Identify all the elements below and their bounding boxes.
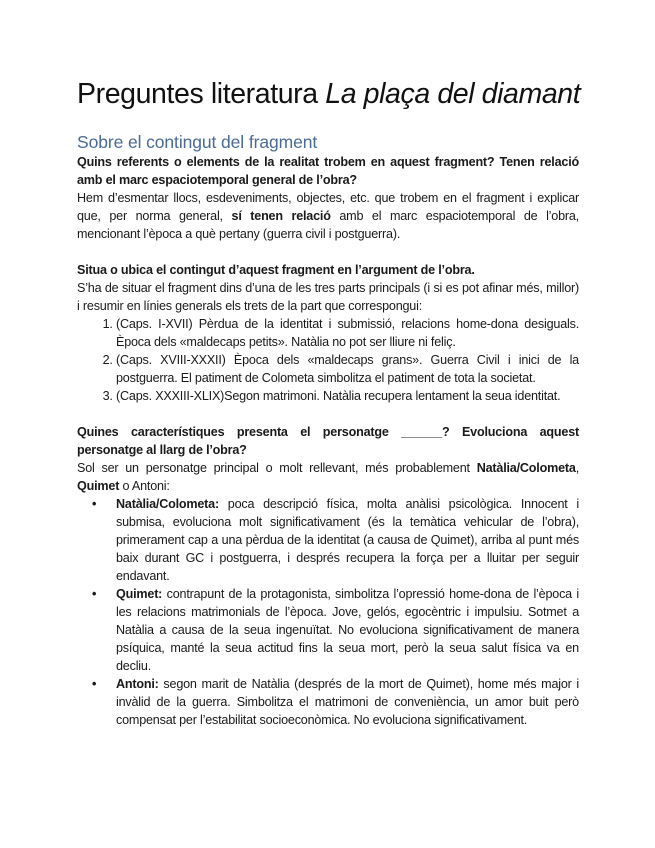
question-3: Quines característiques presenta el personatge ______? Evoluciona aquest personatge al llarg de l’obra? [77, 425, 579, 457]
document-page [77, 76, 579, 729]
list-item: 3. (Caps. XXXIII-XLIX)Segon matrimoni. Natàlia recupera lentament la seua identitat. [116, 387, 579, 405]
character-name: Antoni: [116, 677, 159, 691]
bullet-icon: • [92, 497, 97, 511]
title-italic: La plaça del diamant [325, 78, 581, 110]
list-item [92, 495, 579, 585]
section-heading: Sobre el contingut del fragment [77, 132, 318, 152]
parts-list [77, 315, 579, 405]
character-name: Natàlia/Colometa: [116, 497, 219, 511]
list-item: 1. (Caps. I-XVII) Pèrdua de la identitat i submissió, relacions home-dona desiguals. Època dels «maldecaps petits». Natàlia no pot ser lliure ni feliç. [116, 315, 579, 351]
answer-1-emphasis: sí tenen relació [231, 209, 331, 223]
answer-3: Sol ser un personatge principal o molt rellevant, més probablement Natàlia/Colometa, Quimet o Antoni: [77, 461, 579, 493]
answer-3-emphasis-2: Quimet [77, 479, 120, 493]
bullet-icon: • [92, 587, 97, 601]
list-item [92, 585, 579, 675]
answer-3-emphasis-1: Natàlia/Colometa [476, 461, 576, 475]
question-2: Situa o ubica el contingut d’aquest fragment en l’argument de l’obra. [77, 263, 475, 277]
answer-1: Hem d’esmentar llocs, esdeveniments, objectes, etc. que trobem en el fragment i explicar que, per norma general, sí tenen relació amb el marc espaciotemporal de l’obra, mencionant l’època a què pertany (guerra civil i postguerra). [77, 191, 579, 241]
characters-list [77, 495, 579, 729]
spacer [77, 405, 579, 423]
page-title [77, 76, 579, 112]
character-name: Quimet: [116, 587, 163, 601]
character-description: contrapunt de la protagonista, simbolitza l’opressió home-dona de l’època i les relacions matrimonials de l’època. Jove, gelós, egocèntric i impulsiu. Sotmet a Natàlia a causa de la seua ingenuïtat. No evoluciona significativament de manera psíquica, manté la seua actitud fins la seua mort, però la seua salut física va en decliu. [116, 587, 579, 673]
character-description: segon marit de Natàlia (després de la mort de Quimet), home més major i invàlid de la guerra. Simbolitza el matrimoni de conveniència, un amor buit però compensat per l’estabilitat socioeconòmica. No evoluciona significativament. [116, 677, 579, 727]
character-description: poca descripció física, molta anàlisi psicològica. Innocent i submisa, evoluciona molt significativament (és la temàtica vehicular de l’obra), primerament cap a una pèrdua de la identitat (a causa de Quimet), arriba al punt més baix durant GC i postguerra, i després recupera la força per a lluitar per seguir endavant. [116, 497, 579, 583]
bullet-icon: • [92, 677, 97, 691]
question-1: Quins referents o elements de la realitat trobem en aquest fragment? Tenen relació amb el marc espaciotemporal general de l’obra? [77, 155, 579, 187]
spacer [77, 243, 579, 261]
title-main: Preguntes literatura [77, 78, 326, 110]
answer-2: S’ha de situar el fragment dins d’una de les tres parts principals (i si es pot afinar més, millor) i resumir en línies generals els trets de la part que correspongui: [77, 281, 579, 313]
list-item [92, 675, 579, 729]
list-item: 2. (Caps. XVIII-XXXII) Època dels «maldecaps grans». Guerra Civil i inici de la postguerra. El patiment de Colometa simbolitza el patiment de tota la societat. [116, 351, 579, 387]
